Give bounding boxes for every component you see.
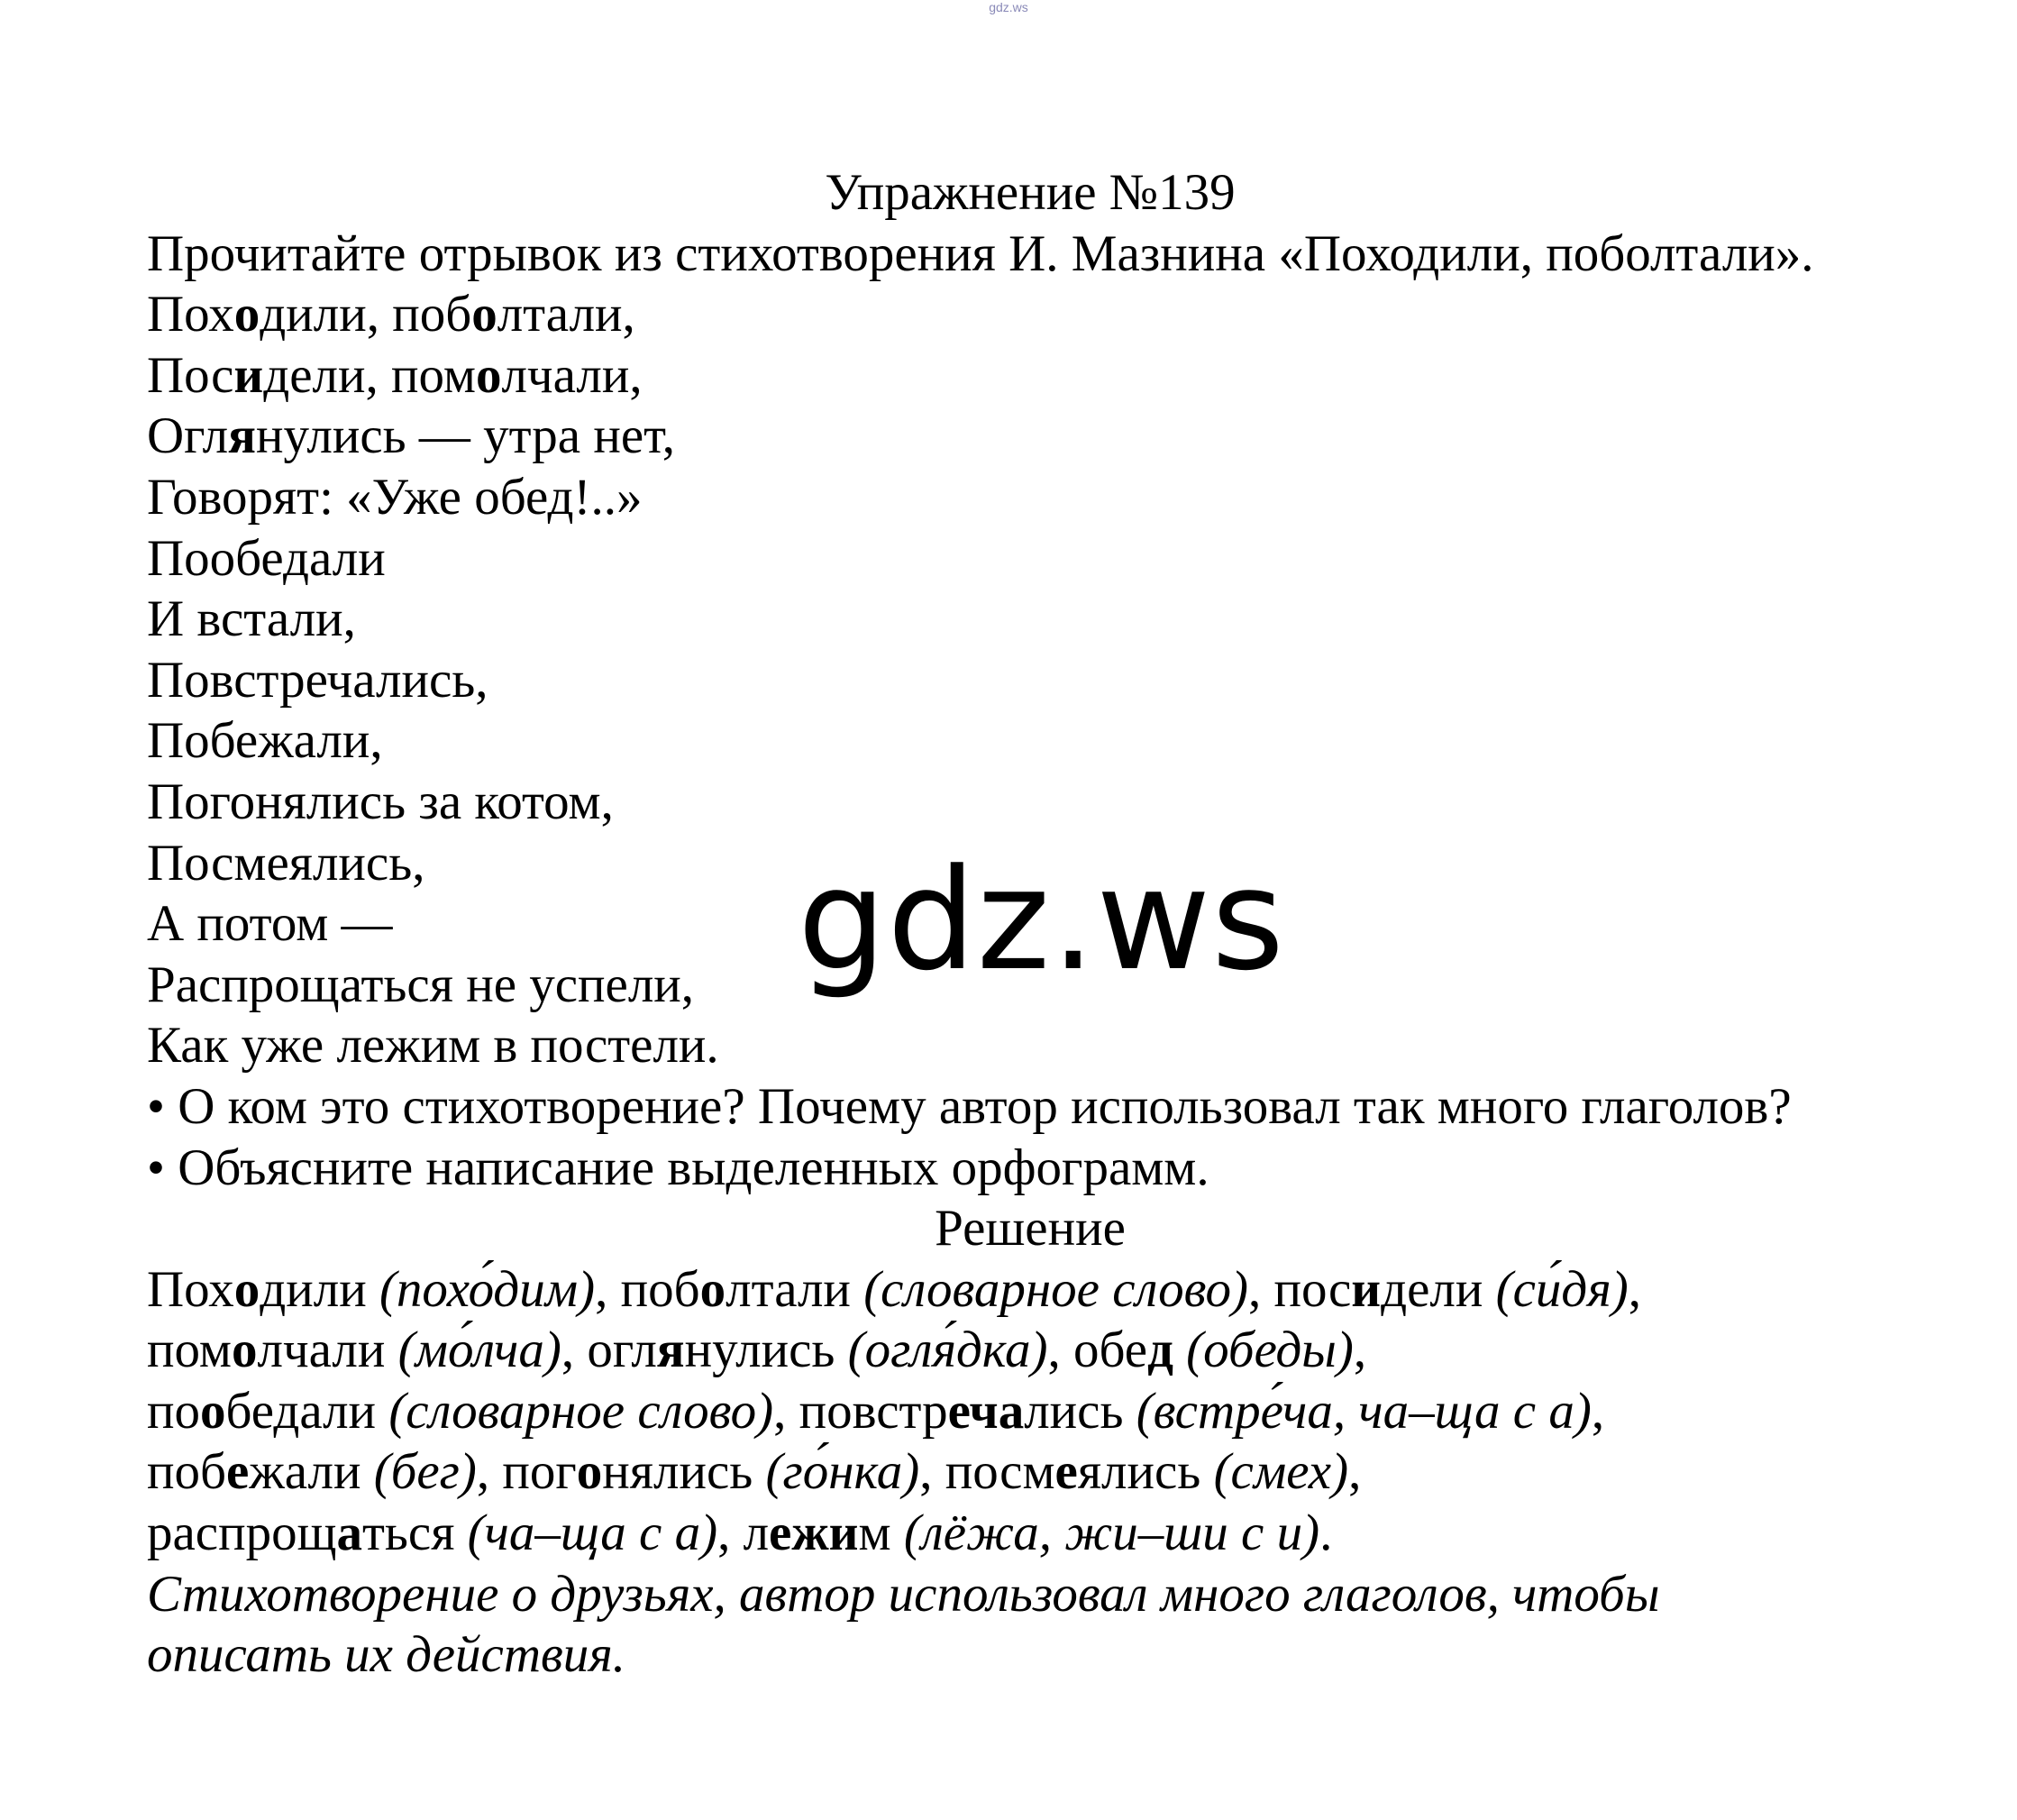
task-text: Прочитайте отрывок из стихотворения И. Мазнина «Походили, поболтали». bbox=[147, 224, 1814, 282]
poem-line: Оглянулись — утра нет, bbox=[147, 407, 676, 465]
solution-line: пообедали (словарное слово), повстречались (встре́ча, ча–ща с а), bbox=[147, 1382, 1605, 1440]
poem-line: Распрощаться не успели, bbox=[147, 956, 695, 1013]
watermark-logo: gdz.ws bbox=[798, 838, 1285, 1001]
solution-line: Походили (похо́дим), поболтали (словарное слово), посидели (си́дя), bbox=[147, 1260, 1641, 1318]
solution-line: распрощаться (ча–ща с а), лежим (лёжа, жи–ши с и). bbox=[147, 1504, 1333, 1562]
top-site-mark: gdz.ws bbox=[989, 0, 1028, 14]
exercise-title: Упражнение №139 bbox=[825, 164, 1236, 221]
solution-line: побежали (бег), погонялись (го́нка), посмеялись (смех), bbox=[147, 1443, 1362, 1501]
question-item: • О ком это стихотворение? Почему автор использовал так много глаголов? bbox=[147, 1077, 1792, 1135]
poem-line: Погонялись за котом, bbox=[147, 773, 614, 830]
solution-line: помолчали (мо́лча), оглянулись (огля́дка), обед (обеды), bbox=[147, 1322, 1367, 1379]
poem-line: Повстречались, bbox=[147, 651, 488, 709]
poem-line: Как уже лежим в постели. bbox=[147, 1017, 719, 1075]
question-item: • Объясните написание выделенных орфограмм. bbox=[147, 1139, 1209, 1196]
poem-line: Пообедали bbox=[147, 529, 386, 587]
poem-line: Походили, поболтали, bbox=[147, 286, 635, 343]
conclusion-line: описать их действия. bbox=[147, 1626, 626, 1684]
poem-line: И встали, bbox=[147, 590, 356, 648]
poem-line: А потом — bbox=[147, 895, 393, 953]
poem-line: Посидели, помолчали, bbox=[147, 346, 643, 404]
solution-heading: Решение bbox=[935, 1200, 1126, 1258]
poem-line: Побежали, bbox=[147, 712, 383, 770]
conclusion-line: Стихотворение о друзьях, автор использовал много глаголов, чтобы bbox=[147, 1565, 1660, 1623]
poem-line: Посмеялись, bbox=[147, 834, 425, 892]
poem-line: Говорят: «Уже обед!..» bbox=[147, 468, 643, 526]
